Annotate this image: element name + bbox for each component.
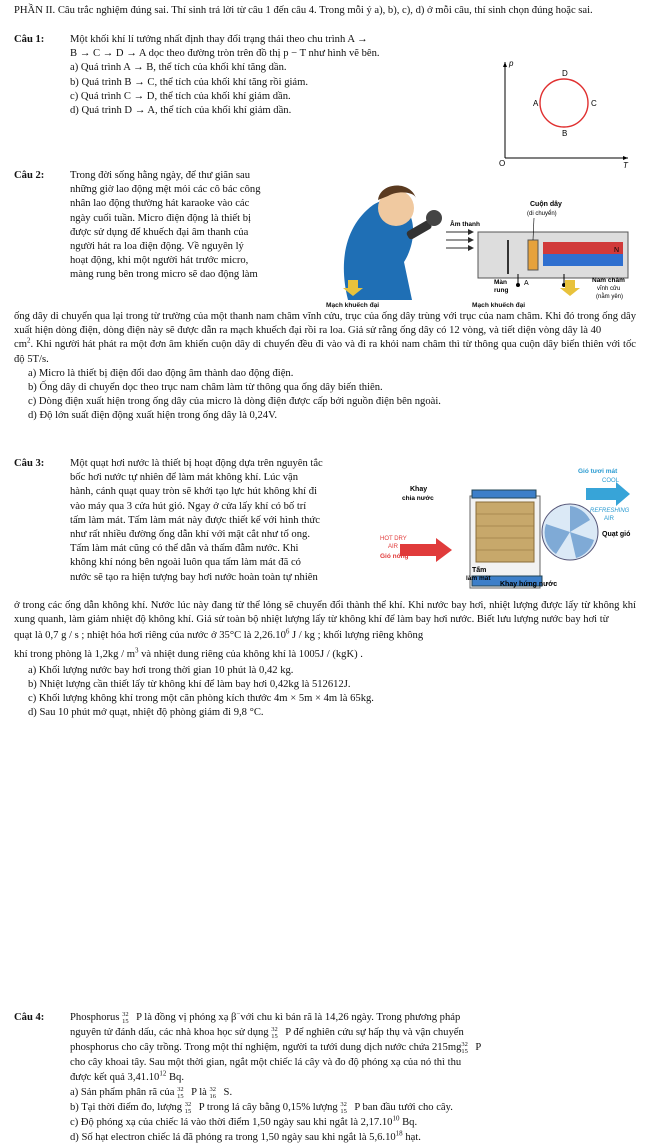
stem-line: những giờ lao động mệt mỏi các cô bác công	[70, 184, 261, 196]
membrane-sub-label: rung	[494, 287, 509, 294]
hot-air-label: AIR	[388, 544, 399, 550]
refreshing-label: REFRESHING	[590, 508, 630, 514]
option-c: c) Dòng điện xuất hiện trong ống dây của micro là dòng điện được cấp bởi nguồn điện bên ngoài.	[28, 396, 441, 408]
exponent: 3	[134, 646, 139, 655]
q3-paragraph: ở trong các ống dẫn không khí. Nước lúc này đang từ thể lỏng sẽ chuyển đổi thành thể khí. Khi nước bay hơi, nhiệt lượng được lấy từ không khí xung quanh, làm giảm nhiệt độ không khí. Giả sử toàn bộ nhiệt lượng lấy từ không khí để làm bay hơi nước. Biết lưu lượng nước bay hơi từ	[14, 600, 636, 626]
water-tray-label: Khay hứng nước	[500, 581, 558, 588]
stem-line: Trong đời sống hằng ngày, để thư giãn sau	[70, 170, 251, 181]
q3-paragraph-2	[14, 629, 636, 643]
q3-text: quạt là 0,7 g / s ; nhiệt hóa hơi riêng của nước ở 35°C là 2,26.10	[14, 630, 286, 642]
hot-dry-label: HOT DRY	[380, 536, 407, 542]
magnet-n-label: N	[614, 247, 620, 254]
magnet-sub-label-2: (nằm yên)	[596, 294, 624, 300]
option-d: d) Số hạt electron chiếc lá đã phóng ra trong 1,50 ngày sau khi ngắt là 5,6.10$^{18}$ hạt.	[70, 1129, 421, 1143]
fan-label: Quạt gió	[602, 531, 631, 538]
question-3-body	[14, 599, 636, 721]
hot-wind-label: Gió nóng	[380, 553, 409, 560]
q3-text: và nhiệt dung riêng của không khí là 1005J / (kgK) .	[138, 648, 363, 660]
section-header: PHẦN II. Câu trắc nghiệm đúng sai. Thí sinh trả lời từ câu 1 đến câu 4. Trong mỗi ý a), b), c), d) ở mỗi câu, thí sinh chọn đúng hoặc sai.	[14, 5, 593, 16]
question-2-body	[14, 310, 636, 424]
axis-t-label: T	[623, 161, 628, 170]
tray-sub-label: chia nước	[402, 495, 434, 502]
pad-label: Tấm	[472, 567, 487, 574]
option-c: c) Độ phóng xạ của chiếc lá vào thời điểm 1,50 ngày sau khi ngắt là 2,17.10$^{10}$ Bq.	[70, 1114, 418, 1128]
question-stem: Một khối khí lí tưởng nhất định thay đổi trạng thái theo chu trình A →	[70, 34, 368, 45]
stem-line: màng rung bên trong micro sẽ dao động làm	[70, 269, 258, 281]
q2-paragraph: ống dây di chuyển qua lại trong từ trường của một thanh nam châm vĩnh cửu, trục của ống dây trùng với trục của nam châm. Khi đó trong ống dây xuất hiện dòng điện, dòng điện này sẽ được dẫn ra mạch khuếch đại rồi ra loa. Giả sử rằng ống dây có 12 vòng, và tiết diện vòng dây là 40	[14, 311, 636, 337]
unit-cm: cm	[14, 339, 27, 351]
point-b-label: B	[562, 129, 568, 138]
stem-line: hành, cánh quạt quay tròn sẽ khởi tạo lực hút không khí đi	[70, 486, 318, 498]
option-b: b) Quá trình B → C, thể tích của khối khí tăng rồi giảm.	[70, 76, 309, 88]
option-b: b) Ống dây di chuyển dọc theo trục nam châm làm từ thông qua ống dây biến thiên.	[28, 382, 383, 394]
question-2	[14, 169, 314, 283]
q4-line: phosphorus cho cây trồng. Trong một thí nghiệm, người ta tưới dung dịch nước chứa 215mg 32 15 P	[70, 1041, 482, 1055]
nuclide-p32: 32 15	[177, 1086, 184, 1100]
origin-label: O	[499, 159, 506, 168]
pt-diagram	[483, 58, 633, 168]
nuclide-p32: 32 15	[340, 1101, 347, 1115]
evaporative-fan-diagram	[380, 468, 638, 592]
option-a: a) Sản phẩm phân rã của 32 15 P là 32 16 S.	[70, 1086, 233, 1100]
nuclide-p32: 32 15	[184, 1101, 192, 1115]
q4-line: Phosphorus 32 15 P là đồng vị phóng xạ β−với chu kì bán rã là 14,26 ngày. Trong phương pháp	[70, 1009, 461, 1025]
stem-line: được sử dụng để khuếch đại âm thanh của	[70, 226, 249, 238]
stem-line: nhân lao động thường hát karaoke vào các	[70, 198, 250, 210]
sound-label: Âm thanh	[450, 221, 480, 228]
microphone-diagram	[318, 170, 636, 302]
q3-text: khí trong phòng là 1,2kg / m	[14, 648, 135, 660]
stem-line: tấm làm mát. Tấm làm mát này được thiết kế với hình thức	[70, 514, 320, 526]
cool-air-label: Gió tươi mát	[578, 468, 618, 475]
option-c: c) Khối lượng không khí trong một căn phòng kích thước 4m × 5m × 4m là 65kg.	[28, 693, 374, 705]
point-c-label: C	[591, 99, 597, 108]
q4-line: nguyên tử đánh dấu, các nhà khoa học sử dụng 32 15 P để nghiên cứu sự hấp thụ và vận chuyển	[70, 1026, 464, 1040]
option-a: a) Khối lượng nước bay hơi trong thời gian 10 phút là 0,42 kg.	[28, 664, 294, 676]
stem-line: hoạt động, khi một người hát trước micro,	[70, 255, 249, 267]
q2-paragraph-rest: . Khi người hát phát ra một đơn âm khiến cuộn dây di chuyển đều đi vào và đi ra khỏi nam châm thì từ thông qua cuộn dây biến thiên với tốc độ 5T/s.	[14, 339, 636, 365]
point-a-label: A	[533, 99, 539, 108]
option-b: b) Tại thời điểm đo, lượng 32 15 P trong lá cây bằng 0,15% lượng 32 15 P ban đầu tưới cho cây.	[70, 1101, 453, 1115]
question-3	[14, 457, 374, 585]
stem-line: Một quạt hơi nước là thiết bị hoạt động dựa trên nguyên tắc	[70, 458, 323, 469]
q3-paragraph-3	[14, 648, 636, 662]
question-stem: B → C → D → A dọc theo đường tròn trên đồ thị p − T như hình vẽ bên.	[70, 48, 380, 60]
nuclide-p32: 32 15	[461, 1041, 468, 1055]
magnet-sub-label: vĩnh cửu	[597, 286, 621, 292]
air-label: AIR	[604, 516, 615, 522]
question-4	[14, 1010, 636, 1145]
option-c: c) Quá trình C → D, thể tích của khối khí giảm dần.	[70, 90, 291, 102]
stem-line: nước sẽ tạo ra hiện tượng bay hơi nước hoàn toàn tự nhiên	[70, 571, 318, 583]
amp-label-left: Mạch khuếch đại	[326, 302, 380, 309]
question-label: Câu 3:	[14, 458, 45, 469]
option-b: b) Nhiệt lượng cần thiết lấy từ không khí để làm bay hơi 0,42kg là 512612J.	[28, 679, 351, 691]
question-label: Câu 4:	[14, 1012, 45, 1023]
stem-line: như rất nhiều đường ống dẫn khí với mật cắt như tổ ong.	[70, 529, 310, 541]
question-label: Câu 2:	[14, 170, 45, 181]
unit-cm-exponent: 2	[26, 336, 31, 345]
stem-line: Tấm làm mát cũng có thể dẫn và thấm đẫm nước. Khi	[70, 543, 299, 555]
pad-sub-label: làm mát	[466, 575, 491, 582]
option-a: a) Quá trình A → B, thể tích của khối khí tăng dần.	[70, 62, 287, 74]
question-label: Câu 1:	[14, 34, 45, 45]
option-d: d) Sau 10 phút mở quạt, nhiệt độ phòng giảm đi 9,8 °C.	[28, 707, 264, 719]
tray-label: Khay	[410, 486, 428, 493]
nuclide-p32: 32 15	[271, 1026, 278, 1040]
stem-line: bốc hơi nước tự nhiên để làm mát không khí. Lúc vận	[70, 472, 299, 484]
stem-line: người hát ra loa điện động. Về nguyên lý	[70, 241, 244, 253]
q4-line: cho cây khoai tây. Sau một thời gian, ngắt một chiếc lá cây và đo độ phóng xạ của nó thì thu	[70, 1057, 462, 1068]
exponent: 6	[285, 627, 290, 636]
coil-sub-label: (di chuyển)	[527, 211, 557, 217]
q4-line: được kết quả 3,41.10$^{12}$ Bq.	[70, 1069, 184, 1083]
stem-line: vào máy qua 3 cửa hút gió. Ngay ở cửa lấy khí có bố trí	[70, 500, 307, 512]
nuclide-p32: 32 15	[122, 1011, 129, 1025]
terminal-a-label: A	[524, 280, 529, 287]
q2-paragraph-2	[14, 338, 636, 366]
stem-line: không khí nóng bên ngoài luôn qua tấm làm mát đã có	[70, 557, 301, 569]
option-d: d) Quá trình D → A, thể tích của khối khí giảm dần.	[70, 105, 292, 117]
magnet-label: Nam châm	[592, 277, 625, 284]
amp-label-right: Mạch khuếch đại	[472, 302, 526, 309]
membrane-label: Màn	[494, 279, 507, 286]
option-a: a) Micro là thiết bị điện đổi dao động âm thành dao động điện.	[28, 367, 294, 379]
coil-label: Cuộn dây	[530, 201, 562, 208]
option-d: d) Độ lớn suất điện động xuất hiện trong ống dây là 0,24V.	[28, 410, 278, 422]
point-d-label: D	[562, 69, 568, 78]
question-1	[14, 33, 484, 118]
nuclide-s32: 32 16	[209, 1086, 217, 1100]
q3-text: J / kg ; khối lượng riêng không	[289, 630, 424, 642]
axis-p-label: p	[509, 59, 514, 68]
cool-label: COOL	[602, 478, 620, 484]
stem-line: ngày cuối tuần. Micro điện động là thiết bị	[70, 212, 251, 224]
